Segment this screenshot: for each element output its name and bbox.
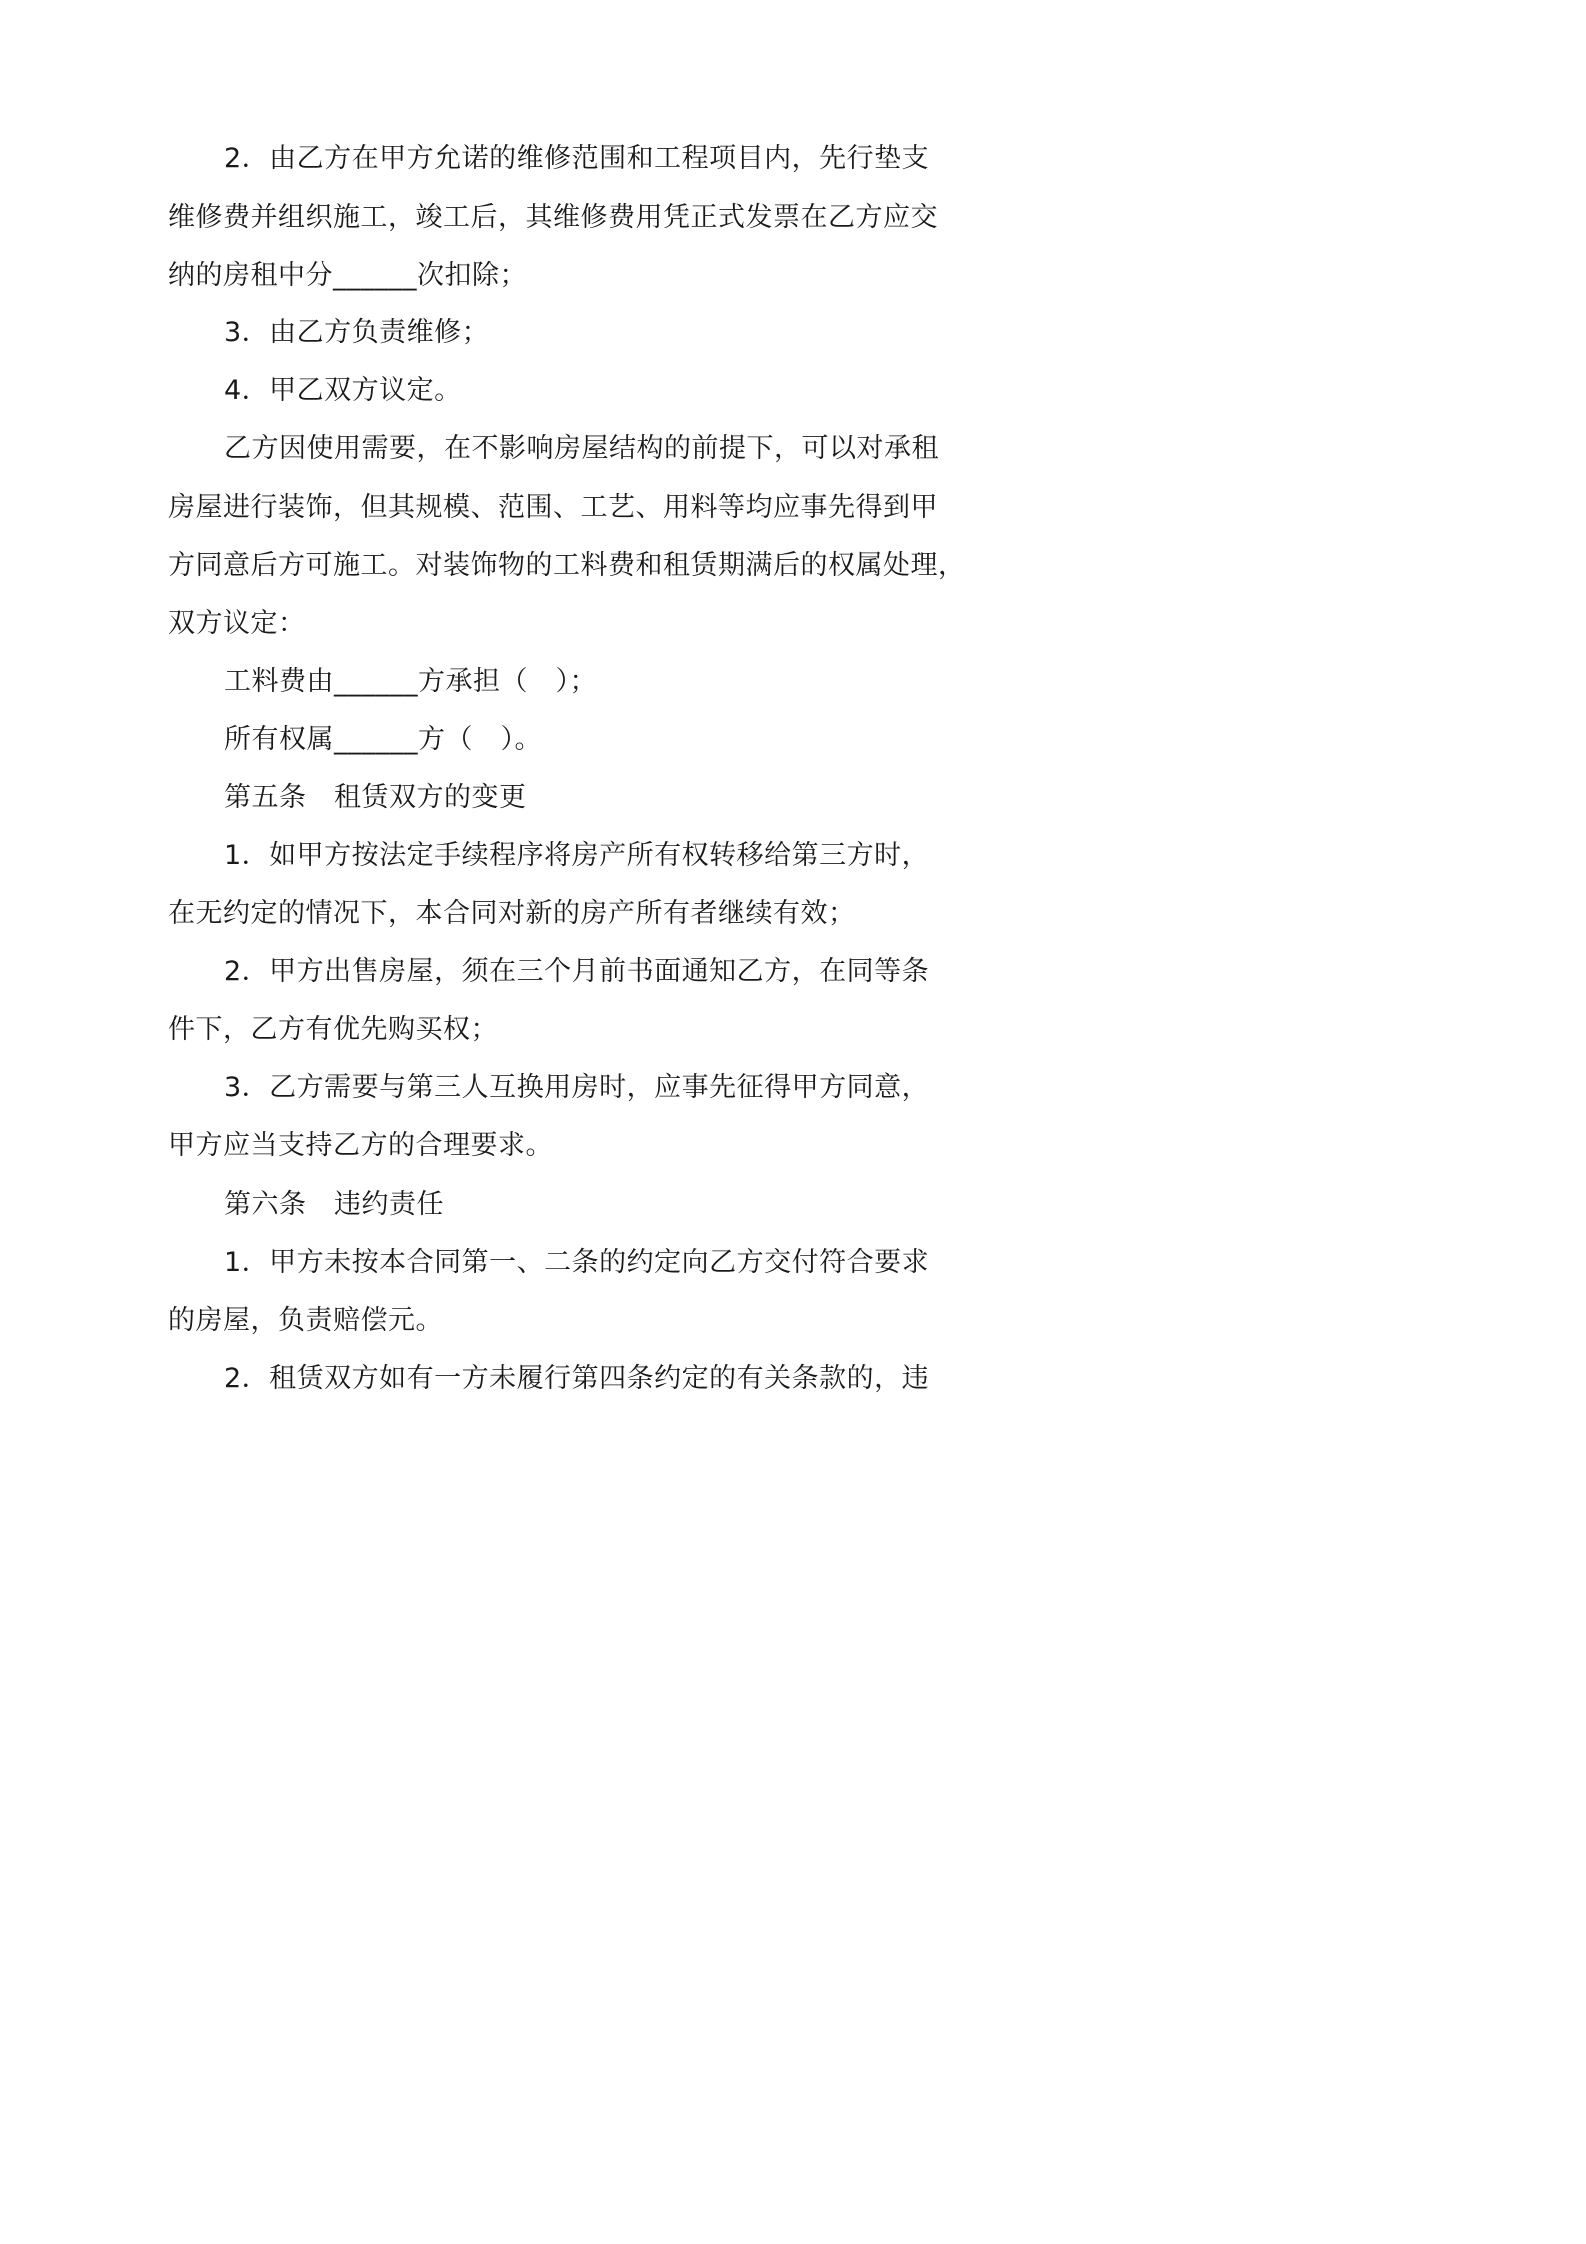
paragraph-line: 维修费并组织施工，竣工后，其维修费用凭正式发票在乙方应交 bbox=[168, 202, 938, 233]
paragraph-line: 的房屋，负责赔偿元。 bbox=[168, 1305, 443, 1336]
paragraph-line: 2．租赁双方如有一方未履行第四条约定的有关条款的，违 bbox=[224, 1363, 930, 1394]
paragraph-line: 4．甲乙双方议定。 bbox=[224, 375, 462, 406]
section-heading: 第五条 租赁双方的变更 bbox=[224, 782, 527, 813]
paragraph-line: 纳的房租中分______次扣除； bbox=[168, 260, 527, 291]
paragraph-line: 甲方应当支持乙方的合理要求。 bbox=[168, 1130, 553, 1161]
paragraph-line: 1．甲方未按本合同第一、二条的约定向乙方交付符合要求 bbox=[224, 1247, 930, 1278]
paragraph-line: 乙方因使用需要，在不影响房屋结构的前提下，可以对承租 bbox=[224, 433, 939, 464]
document-page bbox=[0, 0, 1108, 1568]
paragraph-line: 房屋进行装饰，但其规模、范围、工艺、用料等均应事先得到甲 bbox=[168, 492, 938, 523]
paragraph-line: 工料费由______方承担（ ）； bbox=[224, 666, 597, 697]
paragraph-line: 在无约定的情况下，本合同对新的房产所有者继续有效； bbox=[168, 898, 856, 929]
paragraph-line: 3．由乙方负责维修； bbox=[224, 317, 490, 348]
paragraph-line: 双方议定： bbox=[168, 608, 306, 639]
paragraph-line: 方同意后方可施工。对装饰物的工料费和租赁期满后的权属处理， bbox=[168, 550, 966, 581]
paragraph-line: 2．由乙方在甲方允诺的维修范围和工程项目内，先行垫支 bbox=[224, 143, 930, 174]
section-heading: 第六条 违约责任 bbox=[224, 1189, 444, 1220]
paragraph-line: 1．如甲方按法定手续程序将房产所有权转移给第三方时， bbox=[224, 840, 930, 871]
paragraph-line: 3．乙方需要与第三人互换用房时，应事先征得甲方同意， bbox=[224, 1072, 930, 1103]
paragraph-line: 2．甲方出售房屋，须在三个月前书面通知乙方，在同等条 bbox=[224, 956, 930, 987]
paragraph-line: 所有权属______方（ ）。 bbox=[224, 724, 542, 755]
paragraph-line: 件下，乙方有优先购买权； bbox=[168, 1014, 498, 1045]
